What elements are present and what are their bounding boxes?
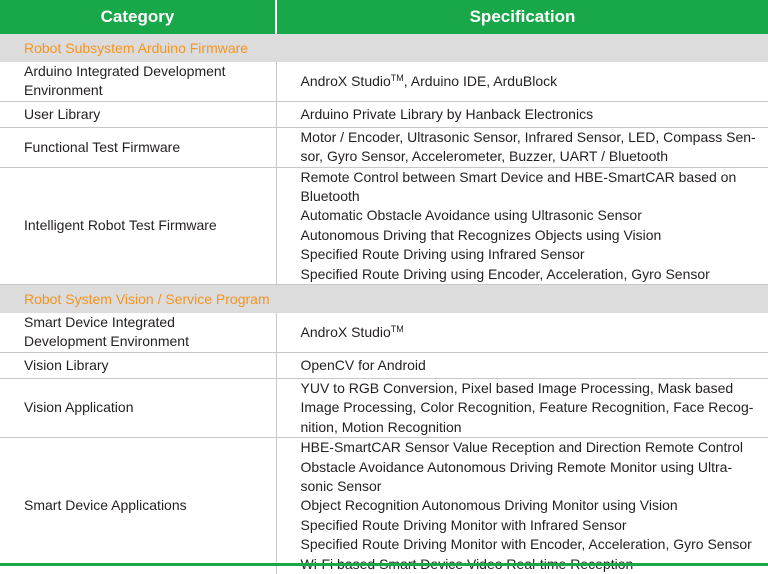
header-specification: Specification bbox=[276, 0, 768, 34]
table-row bbox=[0, 438, 768, 574]
category-cell: Smart Device Integrated Development Environment bbox=[0, 313, 276, 352]
category-cell: Functional Test Firmware bbox=[0, 127, 276, 167]
header-category: Category bbox=[0, 0, 276, 34]
spec-cell: AndroX Studio™, Arduino IDE, ArduBlock bbox=[276, 62, 768, 101]
spec-cell: OpenCV for Android bbox=[276, 352, 768, 378]
table-header bbox=[0, 0, 768, 34]
section-title: Robot Subsystem Arduino Firmware bbox=[0, 34, 768, 62]
section-header-arduino-firmware bbox=[0, 34, 768, 62]
category-cell: User Library bbox=[0, 101, 276, 127]
table-row bbox=[0, 62, 768, 101]
category-cell: Vision Application bbox=[0, 378, 276, 437]
category-cell: Arduino Integrated Development Environment bbox=[0, 62, 276, 101]
table-row bbox=[0, 167, 768, 284]
bottom-rule bbox=[0, 563, 768, 566]
category-cell: Smart Device Applications bbox=[0, 438, 276, 574]
table-row bbox=[0, 313, 768, 352]
section-title: Robot System Vision / Service Program bbox=[0, 285, 768, 314]
spec-cell: HBE-SmartCAR Sensor Value Reception and Direction Remote Control Obstacle Avoidance Autonomous Driving Remote Monitor using Ultra- sonic Sensor Object Recognition Autonomous Driving Monitor using Vision Specified Route Driving Monitor with Infrared Sensor Specified Route Driving Monitor with Encoder, Acceleration, Gyro Sensor bbox=[300, 439, 752, 553]
spec-cell: Motor / Encoder, Ultrasonic Sensor, Infrared Sensor, LED, Compass Sen- sor, Gyro Sensor, Accelerometer, Buzzer, UART / Bluetooth bbox=[276, 127, 768, 167]
table-row bbox=[0, 378, 768, 437]
table-row bbox=[0, 127, 768, 167]
category-cell: Vision Library bbox=[0, 352, 276, 378]
section-header-vision-service bbox=[0, 285, 768, 314]
spec-cell: Arduino Private Library by Hanback Electronics bbox=[276, 101, 768, 127]
category-cell: Intelligent Robot Test Firmware bbox=[0, 167, 276, 284]
spec-cell: AndroX Studio™ bbox=[276, 313, 768, 352]
spec-cell: Remote Control between Smart Device and HBE-SmartCAR based on Bluetooth Automatic Obstacle Avoidance using Ultrasonic Sensor Autonomous Driving that Recognizes Objects using Vision Specified Route Driving using Infrared Sensor Specified Route Driving using Encoder, Acceleration, Gyro Sensor bbox=[276, 167, 768, 284]
spec-cell: YUV to RGB Conversion, Pixel based Image Processing, Mask based Image Processing, Color Recognition, Feature Recognition, Face Recog- nition, Motion Recognition bbox=[276, 378, 768, 437]
table-row bbox=[0, 352, 768, 378]
table-row bbox=[0, 101, 768, 127]
